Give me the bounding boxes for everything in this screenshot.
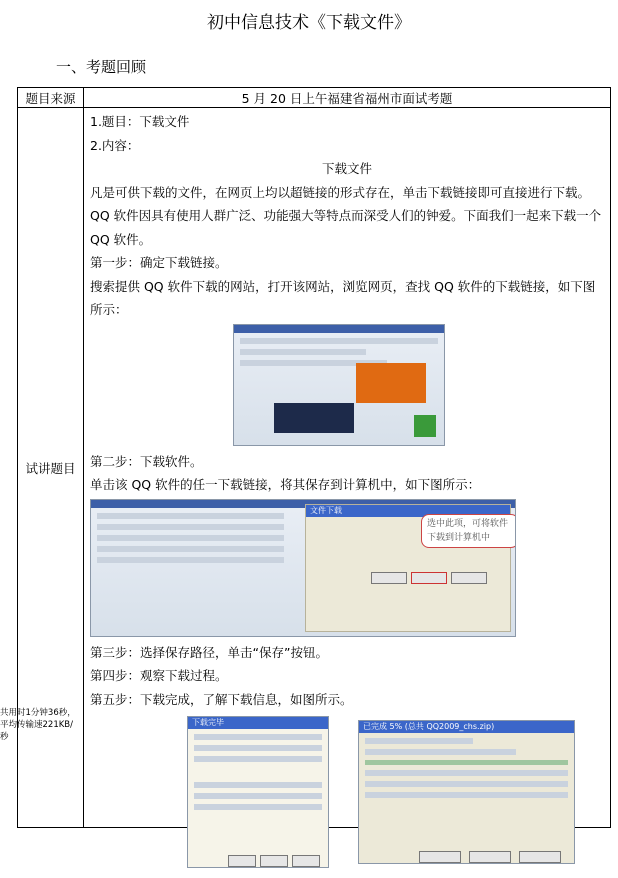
download-complete-screenshot [187, 716, 329, 868]
progress-title: 已完成 5% (总共 QQ2009_chs.zip) [359, 721, 574, 733]
download-complete-title: 下载完毕 [188, 717, 328, 729]
topic-line: 1.题目：下载文件 [90, 114, 190, 129]
table-header-row [18, 88, 611, 108]
step1-text: 搜索提供 QQ 软件下载的网站，打开该网站，浏览网页，查找 QQ 软件的下载链接，如下图所示： [90, 278, 596, 317]
save-callout: 选中此项，可将软件下载到计算机中 [421, 514, 516, 548]
step3-text: 第三步：选择保存路径，单击“保存”按钮。 [90, 644, 328, 660]
content-line: 2.内容： [90, 137, 140, 153]
header-source-value: 5 月 20 日上午福建省福州市面试考题 [84, 88, 611, 108]
row-label-topic: 试讲题目 [18, 108, 84, 828]
section-heading: 一、考题回顾 [56, 58, 147, 76]
intro-paragraph: 凡是可供下载的文件，在网页上均以超链接的形式存在，单击下载链接即可直接进行下载。QQ 软件因具有使用人群广泛、功能强大等特点而深受人们的钟爱。下面我们一起来下载一个 QQ 软件。 [90, 184, 602, 247]
time-callout: 共用时1分钟36秒，平均传输速221KB/秒 [0, 708, 76, 742]
step1-title: 第一步：确定下载链接。 [90, 255, 228, 270]
download-progress-screenshot [358, 720, 575, 864]
document-title: 初中信息技术《下载文件》 [207, 13, 411, 33]
step2-title: 第二步：下载软件。 [90, 453, 203, 469]
step2-text: 单击该 QQ 软件的任一下载链接，将其保存到计算机中，如下图所示： [90, 477, 481, 492]
header-source-label: 题目来源 [18, 88, 84, 108]
website-screenshot [233, 324, 445, 446]
lesson-title: 下载文件 [321, 161, 372, 176]
step5-text: 第五步：下载完成，了解下载信息，如图所示。 [90, 691, 353, 707]
download-dialog-screenshot [90, 499, 516, 637]
step4-text: 第四步：观察下载过程。 [90, 668, 228, 683]
file-download-dialog-title: 文件下载 [306, 505, 510, 517]
download-complete-images [0, 706, 618, 878]
